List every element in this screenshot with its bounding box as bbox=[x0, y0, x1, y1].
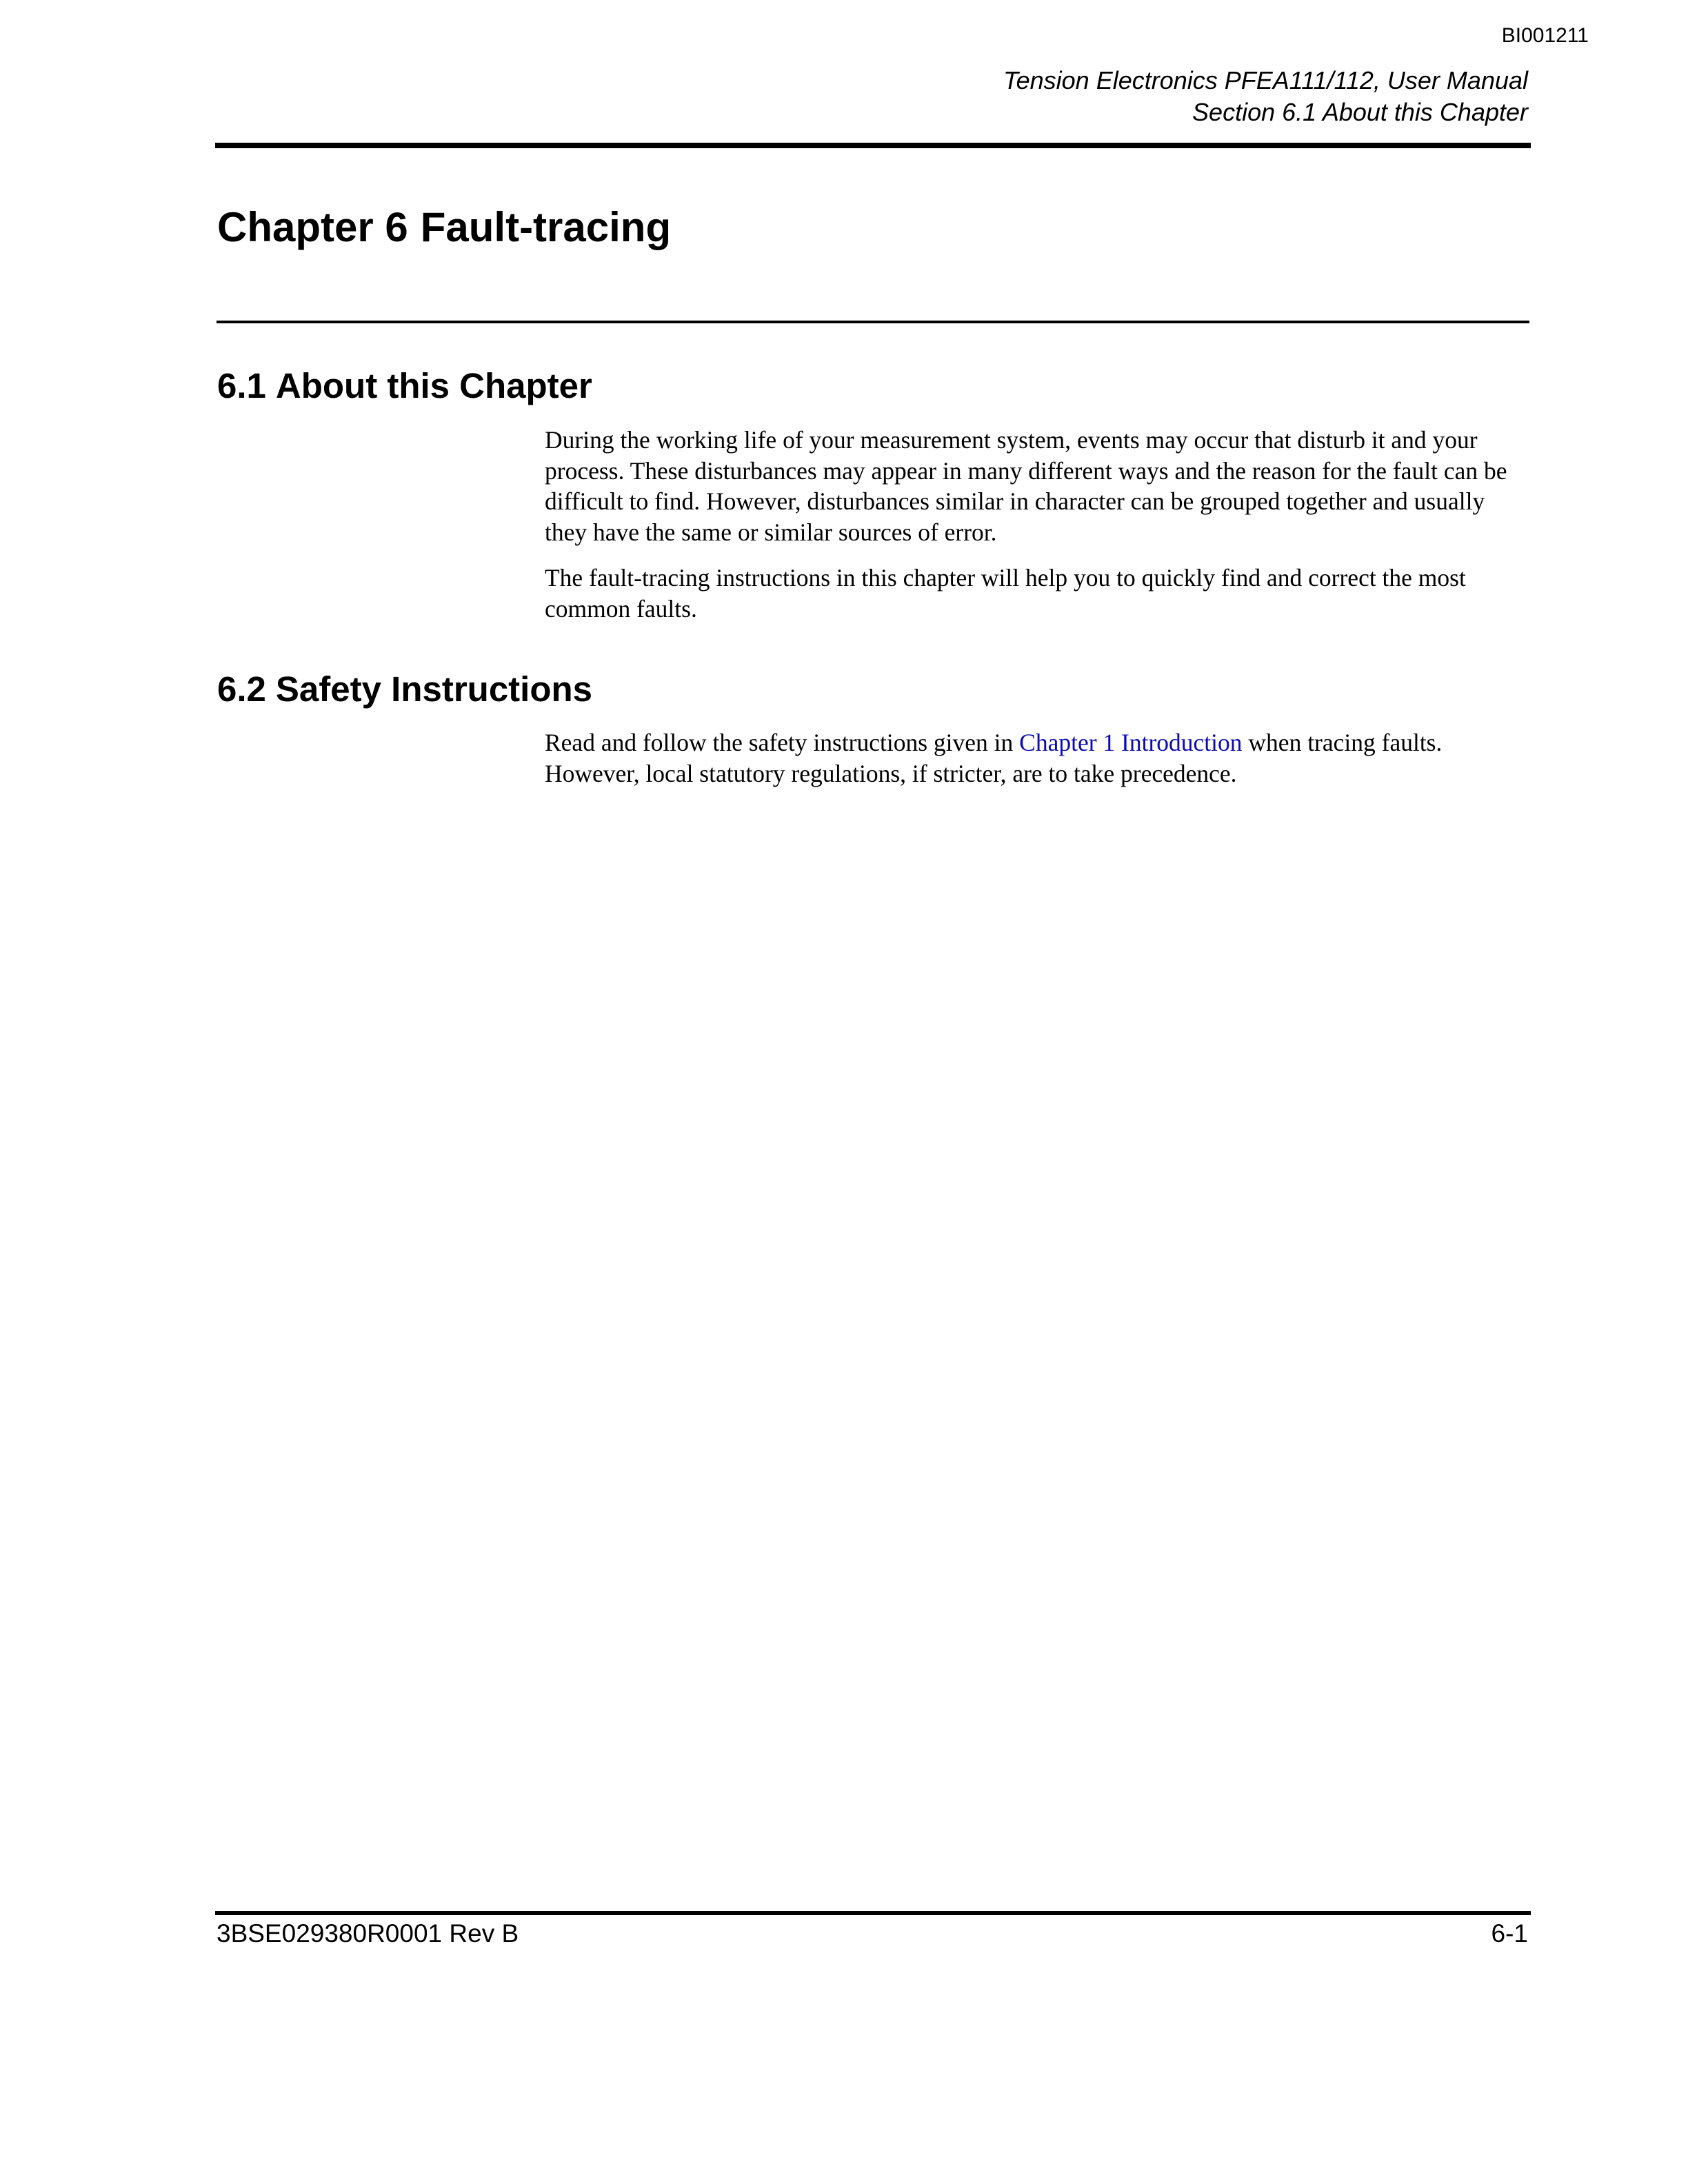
paragraph-text: Read and follow the safety instructions given in bbox=[545, 729, 1020, 756]
chapter-name: Fault-tracing bbox=[420, 204, 672, 250]
document-id: BI001211 bbox=[1501, 24, 1589, 47]
section-title: Safety Instructions bbox=[275, 669, 593, 709]
chapter-1-introduction-link[interactable]: Chapter 1 Introduction bbox=[1019, 729, 1243, 756]
chapter-number: Chapter 6 bbox=[217, 204, 408, 250]
footer-rule bbox=[215, 1911, 1531, 1915]
paragraph: The fault-tracing instructions in this chapter will help you to quickly find and correct the most common faults. bbox=[545, 564, 1466, 623]
section-reference: Section 6.1 About this Chapter bbox=[1192, 98, 1528, 126]
section-body-safety bbox=[545, 727, 1531, 804]
running-header bbox=[1003, 65, 1528, 128]
section-heading-about bbox=[217, 364, 592, 408]
paragraph: During the working life of your measurement system, events may occur that disturb it and your process. These disturbances may appear in many different ways and the reason for the fault can be difficult to find. However, disturbances similar in character can be grouped together and usually they have the same or similar sources of error. bbox=[545, 426, 1507, 546]
manual-title: Tension Electronics PFEA111/112, User Manual bbox=[1003, 66, 1528, 94]
header-rule bbox=[215, 143, 1531, 148]
section-number: 6.2 bbox=[217, 669, 266, 709]
chapter-title bbox=[217, 201, 671, 254]
section-heading-safety bbox=[217, 667, 592, 711]
paragraph-text: when tracing faults. However, local statutory regulations, if stricter, are to take precedence. bbox=[545, 729, 1443, 787]
chapter-rule bbox=[217, 321, 1529, 323]
section-title: About this Chapter bbox=[275, 366, 592, 405]
paragraph bbox=[545, 727, 1531, 789]
footer-page-number: 6-1 bbox=[1491, 1919, 1528, 1948]
section-body-about bbox=[545, 425, 1531, 640]
section-number: 6.1 bbox=[217, 366, 266, 405]
footer-document-number: 3BSE029380R0001 Rev B bbox=[217, 1919, 519, 1948]
